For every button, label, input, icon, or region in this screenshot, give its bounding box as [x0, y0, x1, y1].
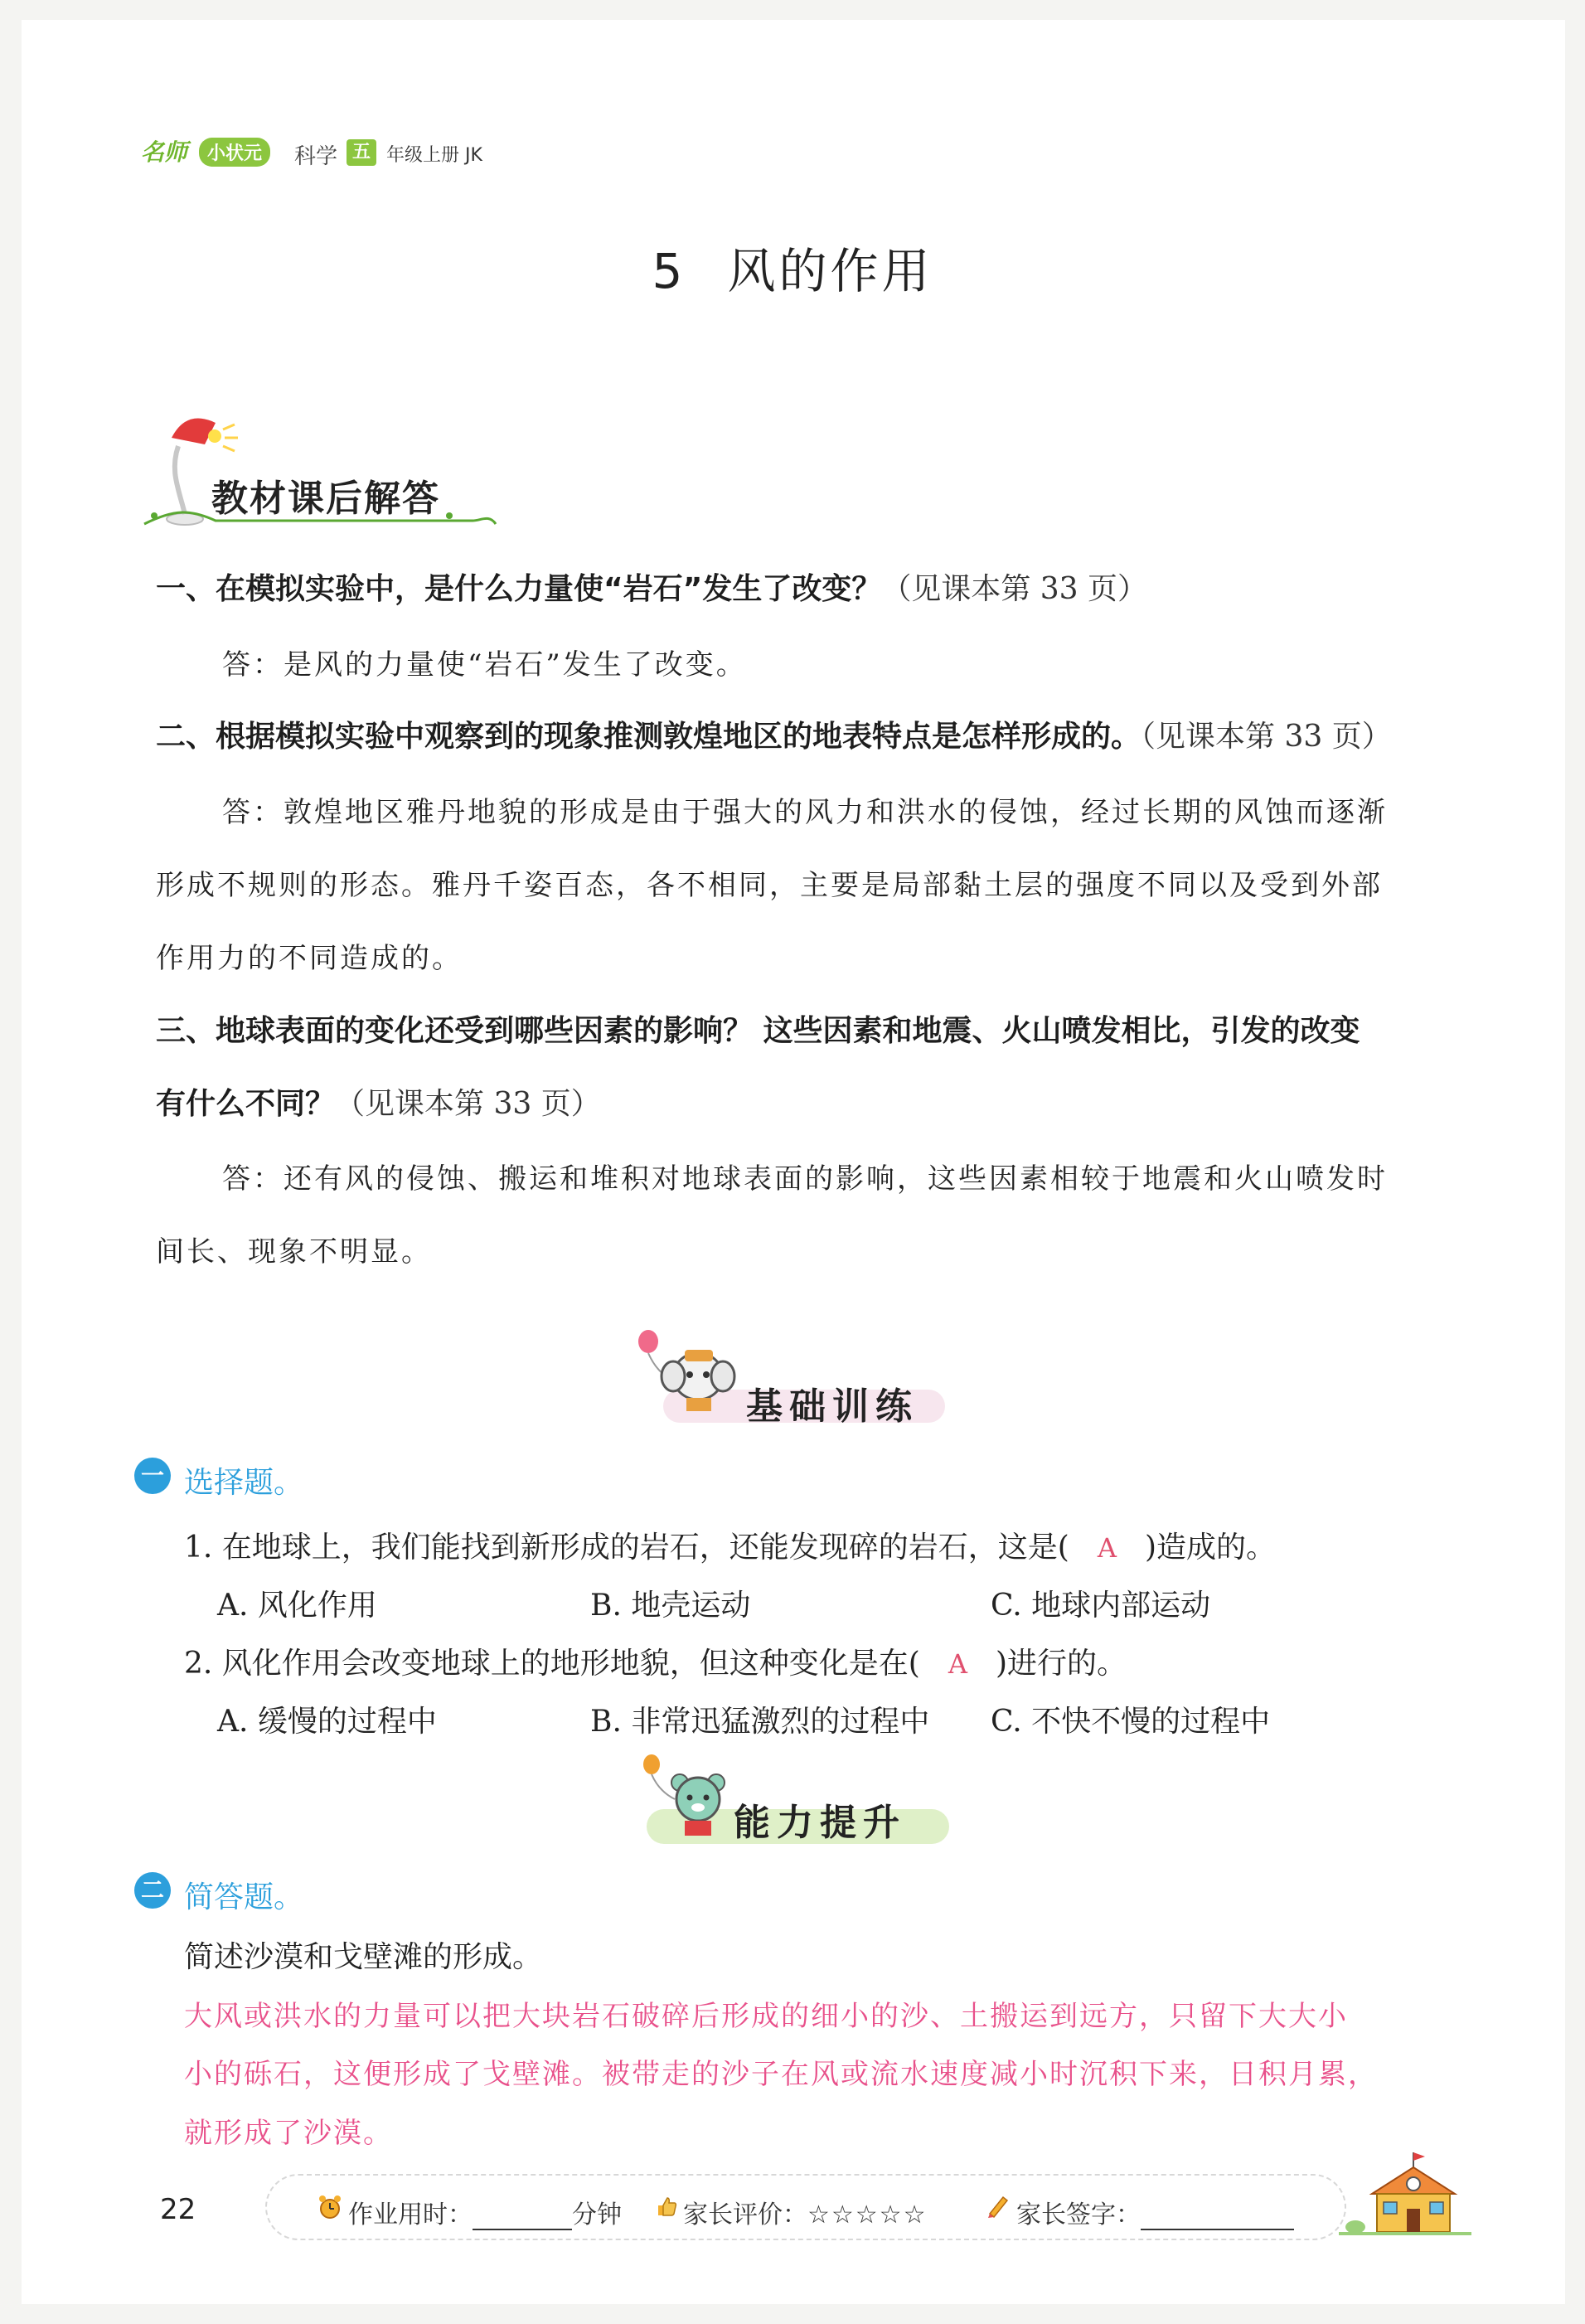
answer-2-line-2: 形成不规则的形态。雅丹千姿百态，各不相同，主要是局部黏土层的强度不同以及受到外部: [156, 869, 1383, 902]
short-answer-question: 简述沙漠和戈壁滩的形成。: [184, 1940, 543, 1974]
question-3-text: 有什么不同？: [156, 1087, 336, 1121]
parent-signature: [1016, 2194, 1294, 2230]
page-number: 22: [160, 2193, 196, 2226]
parent-evaluation: [683, 2194, 927, 2230]
question-3-ref: （见课本第 33 页）: [335, 1087, 601, 1121]
header-subject: 科学: [294, 144, 338, 169]
homework-time-label: 作业用时：: [348, 2200, 473, 2229]
answer-2-line-3: 作用力的不同造成的。: [156, 942, 463, 975]
parent-signature-label: 家长签字：: [1016, 2200, 1141, 2229]
pencil-icon: [985, 2192, 1010, 2219]
section-number-badge: 二: [134, 1872, 171, 1909]
homework-time-blank[interactable]: [473, 2207, 572, 2230]
question-2-ref: （见课本第 33 页）: [1141, 720, 1392, 754]
mc-option-2c: C. 不快不慢的过程中: [991, 1705, 1271, 1739]
mc-option-2b: B. 非常迅猛激烈的过程中: [590, 1705, 930, 1739]
mc-question-1: [184, 1524, 1276, 1566]
header-grade-rest: 年级上册 JK: [386, 145, 482, 166]
answer-1: 答：是风的力量使“岩石”发生了改变。: [222, 648, 747, 682]
section-title-textbook-answers: 教材课后解答: [211, 478, 440, 520]
alarm-clock-icon: [317, 2194, 343, 2220]
question-2-text: 二、根据模拟实验中观察到的现象推测敦煌地区的地表特点是怎样形成的。: [156, 720, 1141, 754]
short-answer-line-2: 小的砾石，这便形成了戈壁滩。被带走的沙子在风或流水速度减小时沉积下来，日积月累，: [184, 2058, 1378, 2091]
short-answer-line-1: 大风或洪水的力量可以把大块岩石破碎后形成的细小的沙、土搬运到远方，只留下大大小: [184, 2000, 1348, 2033]
section-number-badge: 一: [134, 1458, 171, 1494]
parent-signature-blank[interactable]: [1141, 2207, 1294, 2230]
page-title: [0, 232, 1585, 302]
question-3-line-2: [156, 1080, 601, 1123]
mc-option-1a: A. 风化作用: [217, 1589, 377, 1623]
parent-evaluation-label: 家长评价：: [683, 2200, 807, 2229]
section-title-ability-improvement: 能力提升: [734, 1802, 906, 1844]
question-1-text: 一、在模拟实验中，是什么力量使“岩石”发生了改变？: [156, 572, 882, 606]
mc-question-2-answer: A: [948, 1648, 967, 1680]
homework-time-unit: 分钟: [572, 2200, 622, 2229]
mc-question-2: [184, 1640, 1127, 1682]
mc-question-2-tail: )进行的。: [995, 1647, 1127, 1681]
lesson-title: 风的作用: [727, 243, 933, 299]
homework-time: [348, 2194, 622, 2230]
question-1: [156, 565, 1147, 608]
multiple-choice-heading: 选择题。: [184, 1466, 304, 1500]
short-answer-line-3: 就形成了沙漠。: [184, 2117, 393, 2150]
mc-option-2a: A. 缓慢的过程中: [217, 1705, 437, 1739]
section-title-basic-training: 基础训练: [746, 1385, 919, 1428]
short-answer-heading: 简答题。: [184, 1880, 304, 1914]
mc-question-1-text: 1. 在地球上，我们能找到新形成的岩石，还能发现碎的岩石，这是(: [184, 1531, 1069, 1565]
school-house-icon: [1339, 2147, 1471, 2239]
rating-stars[interactable]: ☆☆☆☆☆: [807, 2200, 928, 2229]
header-grade: 五: [347, 139, 376, 166]
mc-question-2-text: 2. 风化作用会改变地球上的地形地貌，但这种变化是在(: [184, 1647, 920, 1681]
mc-option-1c: C. 地球内部运动: [991, 1589, 1211, 1623]
mc-question-1-answer: A: [1097, 1532, 1117, 1564]
brand-logo: 名师: [141, 138, 188, 166]
section-underline: [141, 504, 499, 529]
bear-balloon-icon: [640, 1751, 731, 1842]
brand-badge: 小状元: [199, 138, 270, 167]
mc-option-1b: B. 地壳运动: [590, 1589, 751, 1623]
answer-2-line-1: 答：敦煌地区雅丹地貌的形成是由于强大的风力和洪水的侵蚀，经过长期的风蚀而逐渐: [222, 796, 1388, 829]
question-3-line-1: 三、地球表面的变化还受到哪些因素的影响？ 这些因素和地震、火山喷发相比，引发的改变: [156, 1014, 1360, 1048]
thumbs-up-icon: [655, 2195, 678, 2219]
answer-3-line-1: 答：还有风的侵蚀、搬运和堆积对地球表面的影响，这些因素相较于地震和火山喷发时: [222, 1162, 1388, 1196]
lesson-number: 5: [652, 243, 686, 299]
answer-3-line-2: 间长、现象不明显。: [156, 1235, 432, 1269]
question-2: [156, 713, 1392, 755]
elephant-balloon-icon: [630, 1327, 738, 1418]
question-1-ref: （见课本第 33 页）: [881, 572, 1148, 606]
mc-question-1-tail: )造成的。: [1144, 1531, 1276, 1565]
